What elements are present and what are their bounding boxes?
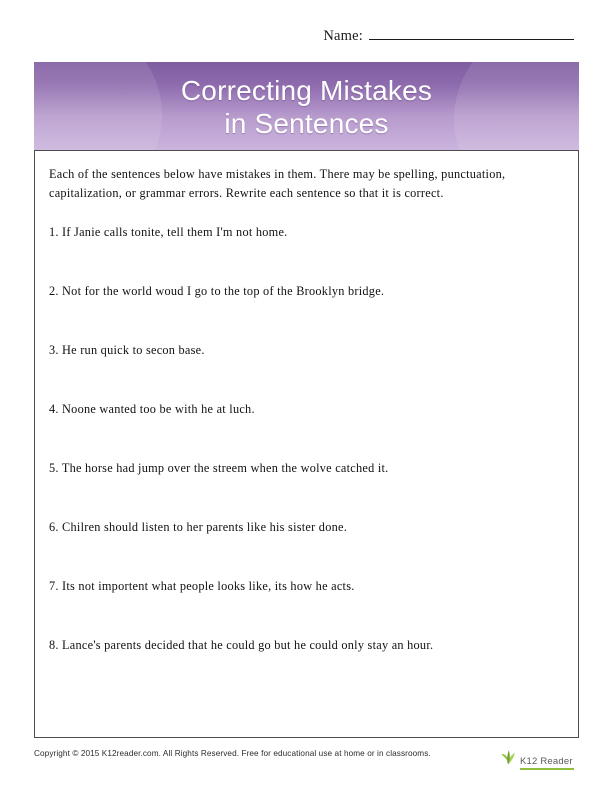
list-item: 6. Chilren should listen to her parents like his sister done. (49, 520, 348, 534)
name-field-row (323, 26, 574, 45)
leaf-icon (499, 748, 517, 766)
k12reader-logo (491, 744, 577, 774)
list-item: 4. Noone wanted too be with he at luch. (49, 402, 255, 416)
instructions-text: Each of the sentences below have mistakes in them. There may be spelling, punctuation, capitalization, or grammar errors. Rewrite each sentence so that it is correct. (49, 167, 506, 200)
logo-underline (520, 768, 574, 770)
list-item: 8. Lance's parents decided that he could go but he could only stay an hour. (49, 638, 434, 652)
name-label: Name: (323, 28, 363, 44)
copyright-text: Copyright © 2015 K12reader.com. All Rights Reserved. Free for educational use at home or in classrooms. (34, 749, 431, 758)
page-title-line-1: Correcting Mistakes (180, 75, 433, 106)
list-item: 1. If Janie calls tonite, tell them I'm not home. (49, 225, 288, 239)
list-item: 7. Its not importent what people looks like, its how he acts. (49, 579, 355, 593)
logo-text: K12 Reader (520, 756, 573, 767)
list-item: 3. He run quick to secon base. (49, 343, 205, 357)
list-item: 2. Not for the world woud I go to the top of the Brooklyn bridge. (49, 284, 385, 298)
title-banner (34, 62, 579, 150)
page-title-line-2: in Sentences (224, 108, 389, 139)
name-input-line[interactable] (369, 26, 574, 40)
page-footer (34, 744, 579, 778)
list-item: 5. The horse had jump over the streem when the wolve catched it. (49, 461, 389, 475)
questions-list (49, 224, 559, 696)
worksheet-content-box (34, 150, 579, 738)
page-title (34, 62, 579, 140)
